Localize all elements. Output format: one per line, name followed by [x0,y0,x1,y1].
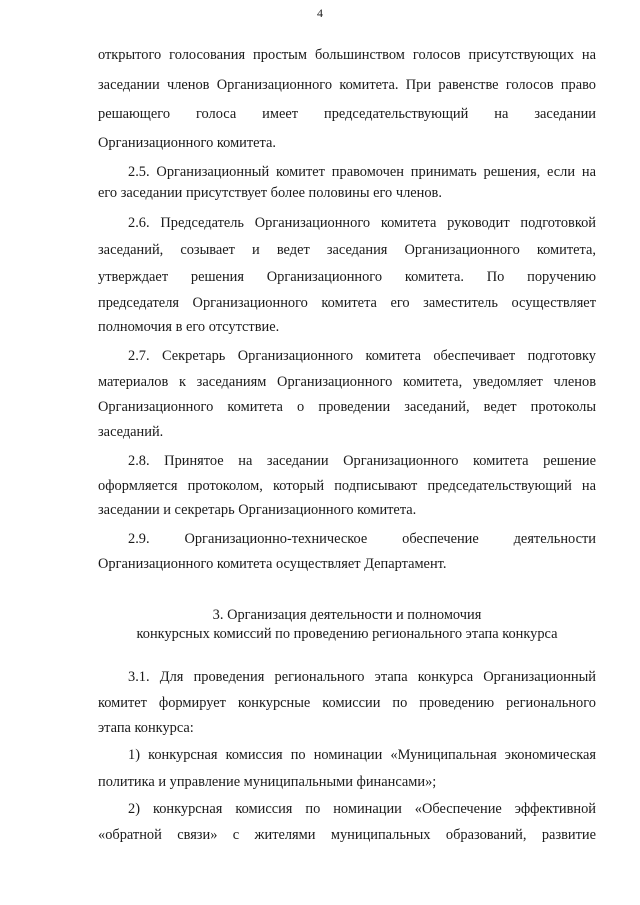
text-line: оформляется протоколом, который подписывают председательствующий на [98,478,596,494]
text-line: утверждает решения Организационного комитета. По поручению [98,269,596,285]
text-line: 2.9. Организационно-техническое обеспечение деятельности [128,531,596,547]
text-line: 3.1. Для проведения регионального этапа конкурса Организационный [128,669,596,685]
page-number: 4 [317,6,323,20]
text-line: заседаний, созывает и ведет заседания Организационного комитета, [98,242,596,258]
text-line: «обратной связи» с жителями муниципальных образований, развитие [98,827,596,843]
text-line: открытого голосования простым большинством голосов присутствующих на [98,47,596,63]
list-item: 1) конкурсная комиссия по номинации «Муниципальная экономическая [128,747,596,763]
list-item: 2) конкурсная комиссия по номинации «Обеспечение эффективной [128,801,596,817]
section-heading: 3. Организация деятельности и полномочия [212,607,482,623]
text-line: комитет формирует конкурсные комиссии по проведению регионального [98,695,596,711]
text-line: 2.7. Секретарь Организационного комитета обеспечивает подготовку [128,348,596,364]
text-line: полномочия в его отсутствие. [98,319,280,335]
text-line: председателя Организационного комитета его заместитель осуществляет [98,295,596,311]
text-line: Организационного комитета осуществляет Департамент. [98,556,447,572]
text-line: 2.6. Председатель Организационного комитета руководит подготовкой [128,215,596,231]
text-line: заседании и секретарь Организационного комитета. [98,502,417,518]
text-line: 2.5. Организационный комитет правомочен принимать решения, если на [128,164,596,180]
text-line: 2.8. Принятое на заседании Организационного комитета решение [128,453,596,469]
text-line: политика и управление муниципальными финансами»; [98,774,437,790]
text-line: решающего голоса имеет председательствующий на заседании [98,106,596,122]
text-line: его заседании присутствует более половины его членов. [98,185,442,201]
text-line: Организационного комитета о проведении заседаний, ведет протоколы [98,399,596,415]
text-line: материалов к заседаниям Организационного комитета, уведомляет членов [98,374,596,390]
text-line: заседаний. [98,424,164,440]
section-heading: конкурсных комиссий по проведению регионального этапа конкурса [136,626,558,642]
text-line: заседании членов Организационного комитета. При равенстве голосов право [98,77,596,93]
text-line: этапа конкурса: [98,720,194,736]
text-line: Организационного комитета. [98,135,276,151]
